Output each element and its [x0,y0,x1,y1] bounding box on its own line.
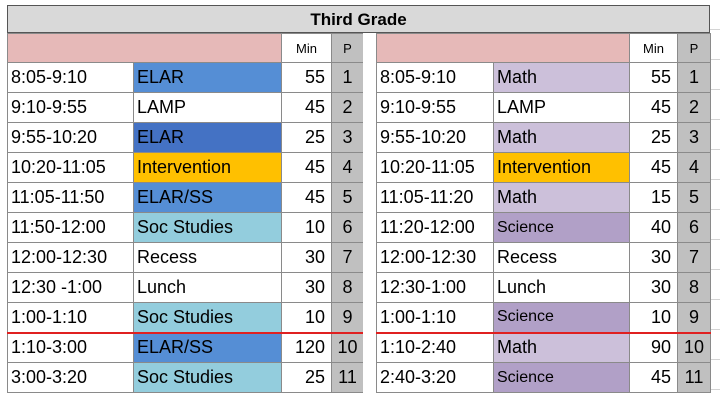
left-period-cell[interactable]: 4 [332,153,364,183]
left-header-blank-cell[interactable] [8,34,282,63]
left-schedule-table [7,33,364,393]
left-subject-cell[interactable]: Soc Studies [134,213,282,243]
left-time-cell[interactable]: 9:10-9:55 [8,93,134,123]
right-period-cell[interactable]: 4 [678,153,711,183]
right-header-row [377,34,711,63]
right-period-cell[interactable]: 9 [678,303,711,333]
right-minutes-cell[interactable]: 30 [630,273,678,303]
right-minutes-cell[interactable]: 90 [630,333,678,363]
right-subject-cell[interactable]: Recess [494,243,630,273]
left-subject-cell[interactable]: ELAR [134,123,282,153]
left-period-cell[interactable]: 8 [332,273,364,303]
left-minutes-cell[interactable]: 120 [282,333,332,363]
left-subject-cell[interactable]: Lunch [134,273,282,303]
left-minutes-cell[interactable]: 10 [282,303,332,333]
left-minutes-cell[interactable]: 25 [282,363,332,393]
right-subject-cell[interactable]: Math [494,183,630,213]
right-minutes-cell[interactable]: 15 [630,183,678,213]
sheet-title[interactable]: Third Grade [7,5,710,33]
right-minutes-cell[interactable]: 45 [630,93,678,123]
left-period-cell[interactable]: 1 [332,63,364,93]
left-schedule-row [8,213,364,243]
right-minutes-cell[interactable]: 25 [630,123,678,153]
left-minutes-cell[interactable]: 30 [282,273,332,303]
left-time-cell[interactable]: 11:50-12:00 [8,213,134,243]
right-subject-cell[interactable]: Science [494,303,630,333]
left-schedule-row [8,123,364,153]
table-gap [363,33,376,407]
left-period-cell[interactable]: 6 [332,213,364,243]
right-subject-cell[interactable]: Science [494,363,630,393]
right-subject-cell[interactable]: Math [494,123,630,153]
left-period-header[interactable]: P [332,34,364,63]
right-schedule-table [376,33,711,393]
right-minutes-cell[interactable]: 45 [630,363,678,393]
right-time-cell[interactable]: 1:10-2:40 [377,333,494,363]
right-time-cell[interactable]: 12:00-12:30 [377,243,494,273]
right-period-cell[interactable]: 11 [678,363,711,393]
left-minutes-cell[interactable]: 30 [282,243,332,273]
right-time-cell[interactable]: 1:00-1:10 [377,303,494,333]
left-period-cell[interactable]: 10 [332,333,364,363]
right-minutes-cell[interactable]: 40 [630,213,678,243]
left-time-cell[interactable]: 12:30 -1:00 [8,273,134,303]
left-subject-cell[interactable]: ELAR [134,63,282,93]
right-schedule-row [377,243,711,273]
right-period-cell[interactable]: 3 [678,123,711,153]
right-minutes-cell[interactable]: 45 [630,153,678,183]
left-minutes-cell[interactable]: 45 [282,183,332,213]
left-minutes-cell[interactable]: 25 [282,123,332,153]
left-period-cell[interactable]: 11 [332,363,364,393]
right-schedule-row [377,123,711,153]
right-min-header[interactable]: Min [630,34,678,63]
right-period-cell[interactable]: 10 [678,333,711,363]
left-schedule-row [8,363,364,393]
left-period-cell[interactable]: 9 [332,303,364,333]
left-period-cell[interactable]: 5 [332,183,364,213]
left-period-cell[interactable]: 7 [332,243,364,273]
right-period-cell[interactable]: 7 [678,243,711,273]
right-schedule-row [377,213,711,243]
left-schedule-row [8,93,364,123]
right-schedule-row [377,363,711,393]
left-minutes-cell[interactable]: 45 [282,153,332,183]
empty-column-gridlines [710,0,720,407]
right-minutes-cell[interactable]: 55 [630,63,678,93]
left-subject-cell[interactable]: Intervention [134,153,282,183]
right-subject-cell[interactable]: Science [494,213,630,243]
left-subject-cell[interactable]: ELAR/SS [134,183,282,213]
left-minutes-cell[interactable]: 55 [282,63,332,93]
right-schedule-row [377,153,711,183]
left-min-header[interactable]: Min [282,34,332,63]
right-time-cell[interactable]: 11:05-11:20 [377,183,494,213]
right-period-header[interactable]: P [678,34,711,63]
right-time-cell[interactable]: 12:30-1:00 [377,273,494,303]
left-subject-cell[interactable]: Soc Studies [134,363,282,393]
right-period-cell[interactable]: 1 [678,63,711,93]
left-time-cell[interactable]: 12:00-12:30 [8,243,134,273]
right-subject-cell[interactable]: LAMP [494,93,630,123]
right-subject-cell[interactable]: Intervention [494,153,630,183]
left-time-cell[interactable]: 9:55-10:20 [8,123,134,153]
right-schedule-row [377,303,711,333]
right-time-cell[interactable]: 9:10-9:55 [377,93,494,123]
left-schedule-row [8,183,364,213]
left-time-cell[interactable]: 11:05-11:50 [8,183,134,213]
left-schedule-row [8,63,364,93]
left-time-cell[interactable]: 10:20-11:05 [8,153,134,183]
right-period-cell[interactable]: 8 [678,273,711,303]
right-minutes-cell[interactable]: 30 [630,243,678,273]
right-period-cell[interactable]: 6 [678,213,711,243]
right-minutes-cell[interactable]: 10 [630,303,678,333]
right-schedule-row [377,333,711,363]
left-minutes-cell[interactable]: 10 [282,213,332,243]
left-subject-cell[interactable]: Soc Studies [134,303,282,333]
left-schedule-row [8,303,364,333]
right-header-blank-cell[interactable] [377,34,630,63]
left-time-cell[interactable]: 8:05-9:10 [8,63,134,93]
left-subject-cell[interactable]: ELAR/SS [134,333,282,363]
right-time-cell[interactable]: 10:20-11:05 [377,153,494,183]
right-schedule-row [377,183,711,213]
left-period-cell[interactable]: 2 [332,93,364,123]
right-schedule-row [377,273,711,303]
left-schedule-row [8,273,364,303]
left-subject-cell[interactable]: LAMP [134,93,282,123]
left-schedule-row [8,333,364,363]
left-schedule-row [8,243,364,273]
left-subject-cell[interactable]: Recess [134,243,282,273]
right-schedule-row [377,63,711,93]
right-period-cell[interactable]: 5 [678,183,711,213]
left-time-cell[interactable]: 1:10-3:00 [8,333,134,363]
left-minutes-cell[interactable]: 45 [282,93,332,123]
right-time-cell[interactable]: 8:05-9:10 [377,63,494,93]
right-subject-cell[interactable]: Lunch [494,273,630,303]
right-subject-cell[interactable]: Math [494,333,630,363]
right-time-cell[interactable]: 9:55-10:20 [377,123,494,153]
right-subject-cell[interactable]: Math [494,63,630,93]
left-time-cell[interactable]: 3:00-3:20 [8,363,134,393]
left-schedule-row [8,153,364,183]
left-time-cell[interactable]: 1:00-1:10 [8,303,134,333]
left-period-cell[interactable]: 3 [332,123,364,153]
right-time-cell[interactable]: 2:40-3:20 [377,363,494,393]
right-schedule-row [377,93,711,123]
right-time-cell[interactable]: 11:20-12:00 [377,213,494,243]
left-header-row [8,34,364,63]
right-period-cell[interactable]: 2 [678,93,711,123]
